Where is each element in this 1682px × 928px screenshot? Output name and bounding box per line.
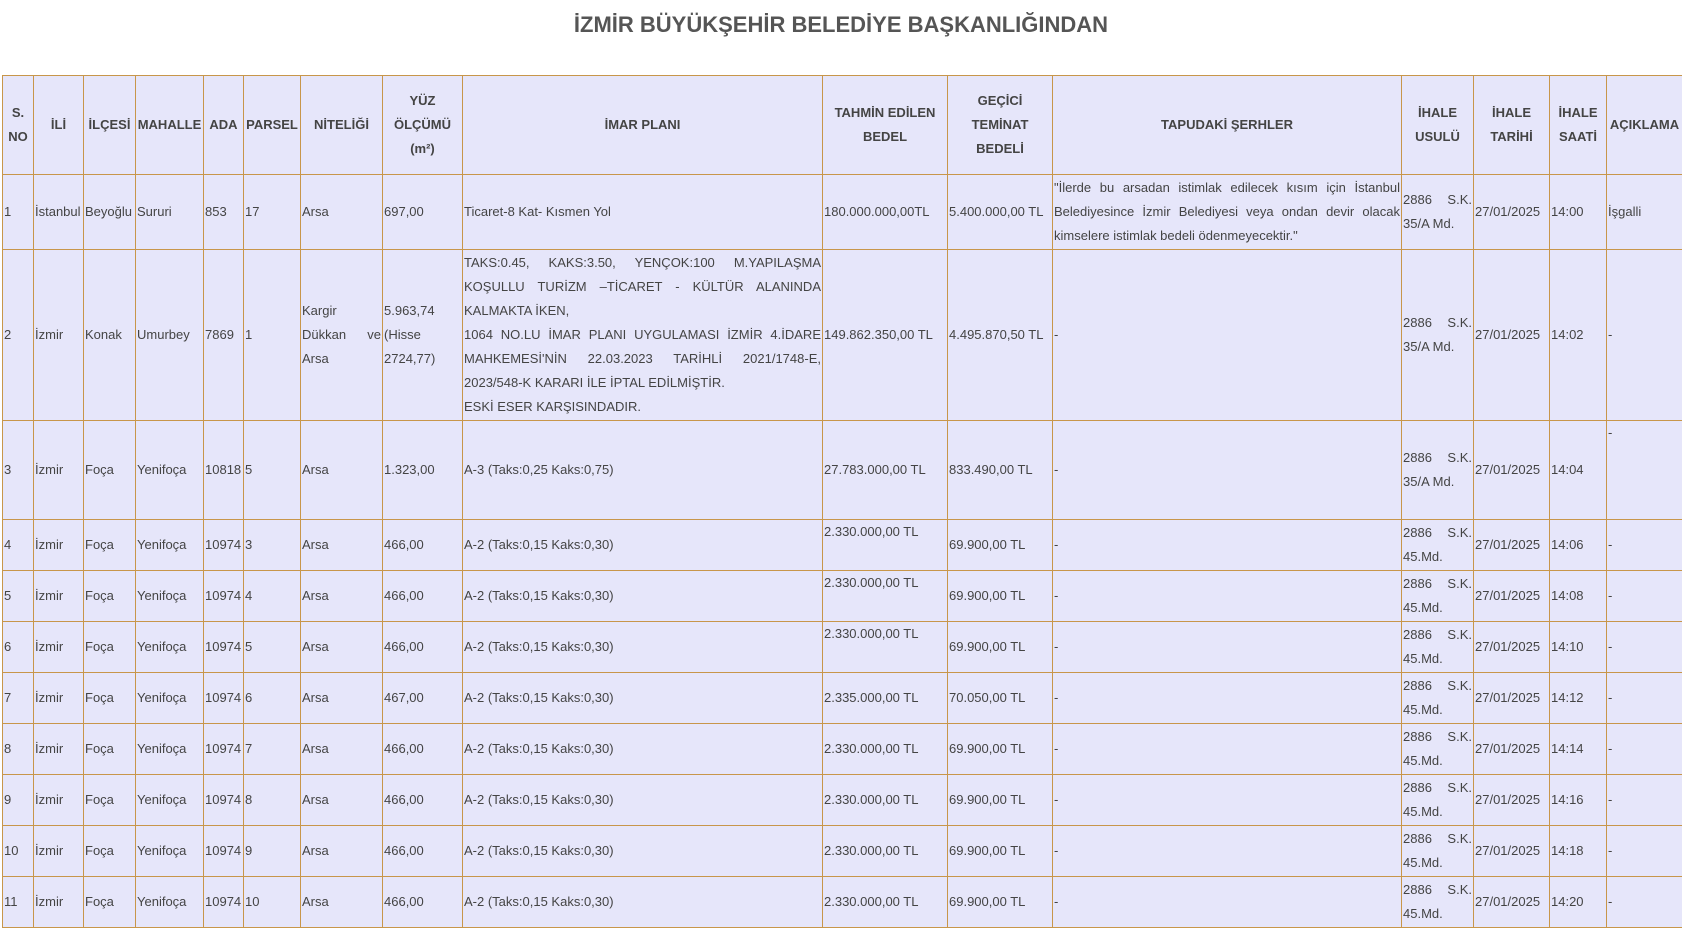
cell-ilce: Foça xyxy=(84,673,136,724)
cell-parsel: 7 xyxy=(244,724,301,775)
cell-nitelik: Arsa xyxy=(301,775,383,826)
cell-aciklama: - xyxy=(1607,877,1682,928)
cell-nitelik: Arsa xyxy=(301,724,383,775)
cell-imar: Ticaret-8 Kat- Kısmen Yol xyxy=(463,175,823,250)
cell-il: İzmir xyxy=(34,571,84,622)
table-row xyxy=(3,421,1682,520)
cell-il: İzmir xyxy=(34,250,84,421)
cell-bedel: 27.783.000,00 TL xyxy=(823,421,948,520)
cell-aciklama: - xyxy=(1607,673,1682,724)
table-row xyxy=(3,826,1682,877)
header-bedel: TAHMİN EDİLEN BEDEL xyxy=(823,76,948,175)
cell-tarih: 27/01/2025 xyxy=(1474,724,1550,775)
cell-yuzolcum: 466,00 xyxy=(383,775,463,826)
cell-ilce: Foça xyxy=(84,775,136,826)
header-teminat: GEÇİCİ TEMİNAT BEDELİ xyxy=(948,76,1053,175)
cell-sno: 5 xyxy=(3,571,34,622)
cell-parsel: 5 xyxy=(244,622,301,673)
cell-bedel: 149.862.350,00 TL xyxy=(823,250,948,421)
cell-imar: A-2 (Taks:0,15 Kaks:0,30) xyxy=(463,775,823,826)
cell-il: İzmir xyxy=(34,673,84,724)
cell-serh: - xyxy=(1053,826,1402,877)
cell-teminat: 69.900,00 TL xyxy=(948,622,1053,673)
cell-teminat: 69.900,00 TL xyxy=(948,877,1053,928)
cell-mahalle: Yenifoça xyxy=(136,622,204,673)
header-usul: İHALE USULÜ xyxy=(1402,76,1474,175)
cell-aciklama: - xyxy=(1607,775,1682,826)
cell-il: İzmir xyxy=(34,622,84,673)
cell-usul: 2886 S.K. 45.Md. xyxy=(1402,826,1474,877)
header-aciklama: AÇIKLAMA xyxy=(1607,76,1682,175)
header-sno: S. NO xyxy=(3,76,34,175)
header-nitelik: NİTELİĞİ xyxy=(301,76,383,175)
cell-bedel: 2.330.000,00 TL xyxy=(823,520,948,571)
cell-imar: A-2 (Taks:0,15 Kaks:0,30) xyxy=(463,826,823,877)
cell-yuzolcum: 1.323,00 xyxy=(383,421,463,520)
cell-saat: 14:02 xyxy=(1550,250,1607,421)
cell-yuzolcum: 697,00 xyxy=(383,175,463,250)
cell-bedel: 2.330.000,00 TL xyxy=(823,877,948,928)
cell-imar: A-2 (Taks:0,15 Kaks:0,30) xyxy=(463,571,823,622)
cell-saat: 14:16 xyxy=(1550,775,1607,826)
cell-il: İzmir xyxy=(34,421,84,520)
cell-imar xyxy=(463,250,823,421)
cell-sno: 9 xyxy=(3,775,34,826)
cell-sno: 4 xyxy=(3,520,34,571)
cell-teminat: 5.400.000,00 TL xyxy=(948,175,1053,250)
header-ilce: İLÇESİ xyxy=(84,76,136,175)
cell-aciklama: - xyxy=(1607,250,1682,421)
cell-serh: - xyxy=(1053,673,1402,724)
cell-il: İzmir xyxy=(34,775,84,826)
cell-ada: 10974 xyxy=(204,520,244,571)
cell-il: İzmir xyxy=(34,877,84,928)
cell-saat: 14:04 xyxy=(1550,421,1607,520)
cell-imar: A-2 (Taks:0,15 Kaks:0,30) xyxy=(463,724,823,775)
cell-teminat: 69.900,00 TL xyxy=(948,571,1053,622)
cell-ada: 10974 xyxy=(204,622,244,673)
imar-line: 1064 NO.LU İMAR PLANI UYGULAMASI İZMİR 4.İDARE MAHKEMESİ'NİN 22.03.2023 TARİHLİ 2021/1748-E, 2023/548-K KARARI İLE İPTAL EDİLMİŞTİR. xyxy=(464,327,821,390)
cell-saat: 14:20 xyxy=(1550,877,1607,928)
cell-ilce: Foça xyxy=(84,571,136,622)
cell-yuzolcum: 466,00 xyxy=(383,724,463,775)
cell-sno: 6 xyxy=(3,622,34,673)
cell-il: İzmir xyxy=(34,520,84,571)
cell-usul: 2886 S.K. 45.Md. xyxy=(1402,622,1474,673)
cell-ilce: Foça xyxy=(84,622,136,673)
table-header-row xyxy=(3,76,1682,175)
cell-parsel: 9 xyxy=(244,826,301,877)
cell-nitelik: Arsa xyxy=(301,673,383,724)
cell-usul: 2886 S.K. 45.Md. xyxy=(1402,877,1474,928)
header-il: İLİ xyxy=(34,76,84,175)
cell-tarih: 27/01/2025 xyxy=(1474,673,1550,724)
cell-ada: 10974 xyxy=(204,571,244,622)
cell-mahalle: Yenifoça xyxy=(136,826,204,877)
cell-serh: - xyxy=(1053,877,1402,928)
cell-nitelik: Arsa xyxy=(301,622,383,673)
cell-yuzolcum: 5.963,74 (Hisse 2724,77) xyxy=(383,250,463,421)
cell-mahalle: Sururi xyxy=(136,175,204,250)
cell-bedel: 2.330.000,00 TL xyxy=(823,775,948,826)
cell-serh: - xyxy=(1053,622,1402,673)
page-title: İZMİR BÜYÜKŞEHİR BELEDİYE BAŞKANLIĞINDAN xyxy=(573,12,1109,37)
cell-teminat: 69.900,00 TL xyxy=(948,520,1053,571)
cell-tarih: 27/01/2025 xyxy=(1474,622,1550,673)
cell-ilce: Foça xyxy=(84,877,136,928)
cell-saat: 14:06 xyxy=(1550,520,1607,571)
table-row xyxy=(3,877,1682,928)
cell-bedel: 2.330.000,00 TL xyxy=(823,826,948,877)
cell-usul: 2886 S.K. 45.Md. xyxy=(1402,520,1474,571)
table-row xyxy=(3,520,1682,571)
tender-table xyxy=(2,75,1682,928)
cell-mahalle: Yenifoça xyxy=(136,673,204,724)
cell-tarih: 27/01/2025 xyxy=(1474,775,1550,826)
cell-nitelik: Arsa xyxy=(301,826,383,877)
cell-saat: 14:14 xyxy=(1550,724,1607,775)
cell-ilce: Konak xyxy=(84,250,136,421)
cell-il: İzmir xyxy=(34,724,84,775)
cell-ada: 853 xyxy=(204,175,244,250)
cell-serh: - xyxy=(1053,724,1402,775)
cell-serh: - xyxy=(1053,571,1402,622)
cell-serh: - xyxy=(1053,775,1402,826)
cell-ada: 10974 xyxy=(204,673,244,724)
header-yuzolcum: YÜZ ÖLÇÜMÜ (m²) xyxy=(383,76,463,175)
cell-mahalle: Umurbey xyxy=(136,250,204,421)
cell-usul: 2886 S.K. 35/A Md. xyxy=(1402,175,1474,250)
table-row xyxy=(3,250,1682,421)
cell-parsel: 17 xyxy=(244,175,301,250)
cell-yuzolcum: 466,00 xyxy=(383,571,463,622)
cell-serh: - xyxy=(1053,520,1402,571)
cell-bedel: 2.330.000,00 TL xyxy=(823,622,948,673)
cell-imar: A-2 (Taks:0,15 Kaks:0,30) xyxy=(463,622,823,673)
cell-serh: - xyxy=(1053,250,1402,421)
cell-parsel: 8 xyxy=(244,775,301,826)
header-imar: İMAR PLANI xyxy=(463,76,823,175)
cell-sno: 11 xyxy=(3,877,34,928)
header-parsel: PARSEL xyxy=(244,76,301,175)
cell-tarih: 27/01/2025 xyxy=(1474,520,1550,571)
cell-nitelik: Arsa xyxy=(301,520,383,571)
cell-mahalle: Yenifoça xyxy=(136,571,204,622)
cell-saat: 14:12 xyxy=(1550,673,1607,724)
cell-usul: 2886 S.K. 35/A Md. xyxy=(1402,250,1474,421)
cell-aciklama: - xyxy=(1607,421,1682,520)
cell-ilce: Foça xyxy=(84,826,136,877)
cell-ilce: Beyoğlu xyxy=(84,175,136,250)
cell-saat: 14:10 xyxy=(1550,622,1607,673)
cell-imar: A-2 (Taks:0,15 Kaks:0,30) xyxy=(463,520,823,571)
cell-saat: 14:08 xyxy=(1550,571,1607,622)
cell-ada: 10974 xyxy=(204,826,244,877)
cell-saat: 14:18 xyxy=(1550,826,1607,877)
cell-parsel: 5 xyxy=(244,421,301,520)
header-saat: İHALE SAATİ xyxy=(1550,76,1607,175)
cell-parsel: 6 xyxy=(244,673,301,724)
cell-yuzolcum: 466,00 xyxy=(383,877,463,928)
cell-usul: 2886 S.K. 45.Md. xyxy=(1402,775,1474,826)
table-row xyxy=(3,673,1682,724)
cell-bedel: 2.330.000,00 TL xyxy=(823,724,948,775)
cell-aciklama: - xyxy=(1607,724,1682,775)
cell-serh: - xyxy=(1053,421,1402,520)
cell-bedel: 2.330.000,00 TL xyxy=(823,571,948,622)
cell-nitelik: Arsa xyxy=(301,877,383,928)
cell-sno: 3 xyxy=(3,421,34,520)
cell-imar: A-2 (Taks:0,15 Kaks:0,30) xyxy=(463,673,823,724)
cell-yuzolcum: 467,00 xyxy=(383,673,463,724)
cell-parsel: 1 xyxy=(244,250,301,421)
table-row xyxy=(3,175,1682,250)
cell-nitelik: Arsa xyxy=(301,421,383,520)
table-row xyxy=(3,775,1682,826)
header-serh: TAPUDAKİ ŞERHLER xyxy=(1053,76,1402,175)
cell-il: İzmir xyxy=(34,826,84,877)
cell-teminat: 69.900,00 TL xyxy=(948,724,1053,775)
cell-yuzolcum: 466,00 xyxy=(383,520,463,571)
cell-tarih: 27/01/2025 xyxy=(1474,877,1550,928)
cell-ada: 10974 xyxy=(204,877,244,928)
cell-teminat: 4.495.870,50 TL xyxy=(948,250,1053,421)
cell-parsel: 3 xyxy=(244,520,301,571)
cell-ilce: Foça xyxy=(84,421,136,520)
cell-yuzolcum: 466,00 xyxy=(383,826,463,877)
cell-tarih: 27/01/2025 xyxy=(1474,250,1550,421)
cell-mahalle: Yenifoça xyxy=(136,421,204,520)
cell-sno: 7 xyxy=(3,673,34,724)
cell-usul: 2886 S.K. 45.Md. xyxy=(1402,724,1474,775)
cell-aciklama: İşgalli xyxy=(1607,175,1682,250)
cell-ilce: Foça xyxy=(84,520,136,571)
cell-bedel: 2.335.000,00 TL xyxy=(823,673,948,724)
cell-teminat: 70.050,00 TL xyxy=(948,673,1053,724)
cell-sno: 1 xyxy=(3,175,34,250)
table-row xyxy=(3,571,1682,622)
cell-aciklama: - xyxy=(1607,571,1682,622)
imar-line: TAKS:0.45, KAKS:3.50, YENÇOK:100 M.YAPILAŞMA KOŞULLU TURİZM –TİCARET - KÜLTÜR ALANINDA KALMAKTA İKEN, xyxy=(464,255,821,318)
cell-aciklama: - xyxy=(1607,622,1682,673)
cell-ilce: Foça xyxy=(84,724,136,775)
cell-aciklama: - xyxy=(1607,826,1682,877)
cell-ada: 7869 xyxy=(204,250,244,421)
cell-teminat: 69.900,00 TL xyxy=(948,775,1053,826)
cell-mahalle: Yenifoça xyxy=(136,520,204,571)
header-tarih: İHALE TARİHİ xyxy=(1474,76,1550,175)
cell-sno: 10 xyxy=(3,826,34,877)
cell-tarih: 27/01/2025 xyxy=(1474,571,1550,622)
cell-nitelik: Kargir Dükkan ve Arsa xyxy=(301,250,383,421)
cell-ada: 10974 xyxy=(204,775,244,826)
cell-usul: 2886 S.K. 35/A Md. xyxy=(1402,421,1474,520)
imar-line: ESKİ ESER KARŞISINDADIR. xyxy=(464,399,641,414)
cell-serh: "İlerde bu arsadan istimlak edilecek kısım için İstanbul Belediyesince İzmir Belediyesi veya ondan devir olacak kimselere istimlak bedeli ödenmeyecektir." xyxy=(1053,175,1402,250)
cell-teminat: 69.900,00 TL xyxy=(948,826,1053,877)
cell-nitelik: Arsa xyxy=(301,571,383,622)
header-ada: ADA xyxy=(204,76,244,175)
cell-imar: A-3 (Taks:0,25 Kaks:0,75) xyxy=(463,421,823,520)
cell-usul: 2886 S.K. 45.Md. xyxy=(1402,673,1474,724)
cell-aciklama: - xyxy=(1607,520,1682,571)
cell-teminat: 833.490,00 TL xyxy=(948,421,1053,520)
cell-mahalle: Yenifoça xyxy=(136,775,204,826)
cell-tarih: 27/01/2025 xyxy=(1474,175,1550,250)
cell-sno: 8 xyxy=(3,724,34,775)
cell-usul: 2886 S.K. 45.Md. xyxy=(1402,571,1474,622)
cell-nitelik: Arsa xyxy=(301,175,383,250)
cell-mahalle: Yenifoça xyxy=(136,877,204,928)
cell-parsel: 4 xyxy=(244,571,301,622)
cell-ada: 10818 xyxy=(204,421,244,520)
cell-tarih: 27/01/2025 xyxy=(1474,421,1550,520)
table-row xyxy=(3,622,1682,673)
cell-tarih: 27/01/2025 xyxy=(1474,826,1550,877)
cell-sno: 2 xyxy=(3,250,34,421)
cell-yuzolcum: 466,00 xyxy=(383,622,463,673)
cell-ada: 10974 xyxy=(204,724,244,775)
cell-mahalle: Yenifoça xyxy=(136,724,204,775)
table-row xyxy=(3,724,1682,775)
cell-parsel: 10 xyxy=(244,877,301,928)
header-mahalle: MAHALLE xyxy=(136,76,204,175)
cell-il: İstanbul xyxy=(34,175,84,250)
cell-saat: 14:00 xyxy=(1550,175,1607,250)
cell-bedel: 180.000.000,00TL xyxy=(823,175,948,250)
cell-imar: A-2 (Taks:0,15 Kaks:0,30) xyxy=(463,877,823,928)
